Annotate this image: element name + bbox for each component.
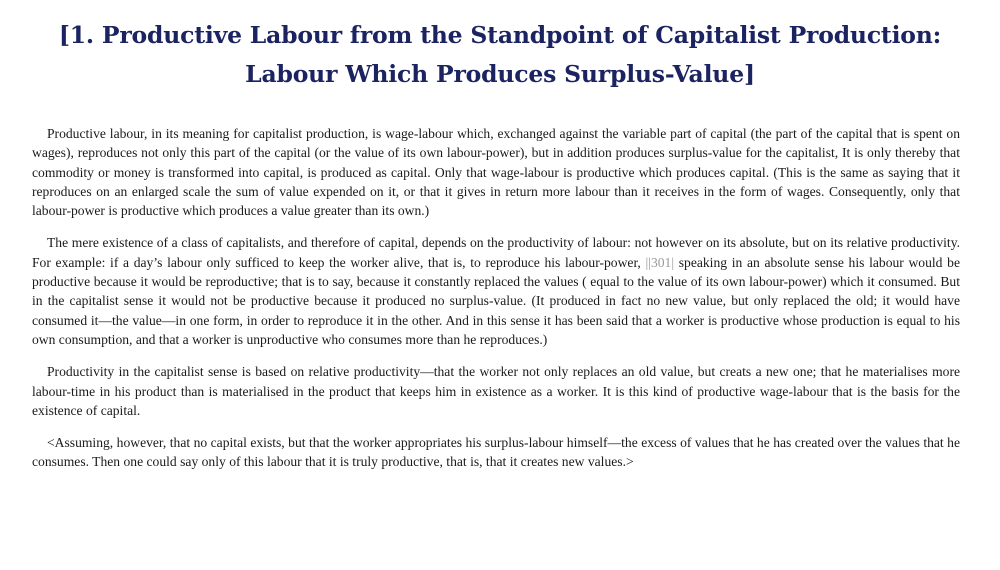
section-title-line-1: [1. Productive Labour from the Standpoint of Capitalist Production: [58, 21, 942, 49]
paragraph-4: <Assuming, however, that no capital exists, but that the worker appropriates his surplus-labour himself—the excess of values that he has created over the values that he consumes. Then one could say only of this labour that it is truly productive, that is, that it creates new values.> [32, 435, 960, 470]
paragraph-2-part-2: speaking in an absolute sense his labour would be productive because it would be reproductive; that is to say, because it constantly replaced the values ( equal to the value of its own labour-power) which it consumed. But in the capitalist sense it would not be productive because it produced no surplus-value. (It produced in fact no new value, but only replaced the old; it would have consumed it—the value—in one form, in order to reproduce it in the other. And in this sense it has been said that a worker is productive whose production is equal to his own consumption, and that a worker is unproductive who consumes more than he reproduces.) [32, 254, 960, 347]
paragraph-1: Productive labour, in its meaning for capitalist production, is wage-labour which, exchanged against the variable part of capital (the part of the capital that is spent on wages), reproduces not only this part of the capital (or the value of its own labour-power), but in addition produces surplus-value for the capitalist, It is only thereby that commodity or money is transformed into capital, is produced as capital. Only that wage-labour is productive which produces capital. (This is the same as saying that it reproduces on an enlarged scale the sum of value expended on it, or that it gives in return more labour than it receives in the form of wages. Consequently, only that labour-power is productive which produces a value greater than its own.) [32, 126, 960, 219]
paragraph-2-part-1: The mere existence of a class of capitalists, and therefore of capital, depends on the productivity of labour: not however on its absolute, but on its relative productivity. For example: if a day’s labour only sufficed to keep the worker alive, that is, to reproduce his labour-power, [32, 235, 960, 270]
page-marker: ||301| [645, 254, 675, 270]
section-title [40, 16, 960, 94]
body-text [32, 124, 960, 485]
paragraph-3: Productivity in the capitalist sense is based on relative productivity—that the worker not only replaces an old value, but creats a new one; that he materialises more labour-time in his product than is materialised in the product that keeps him in existence as a worker. It is this kind of productive wage-labour that is the basis for the existence of capital. [32, 364, 960, 418]
section-title-line-2: Labour Which Produces Surplus-Value] [245, 60, 755, 88]
paragraph-2 [32, 233, 960, 349]
